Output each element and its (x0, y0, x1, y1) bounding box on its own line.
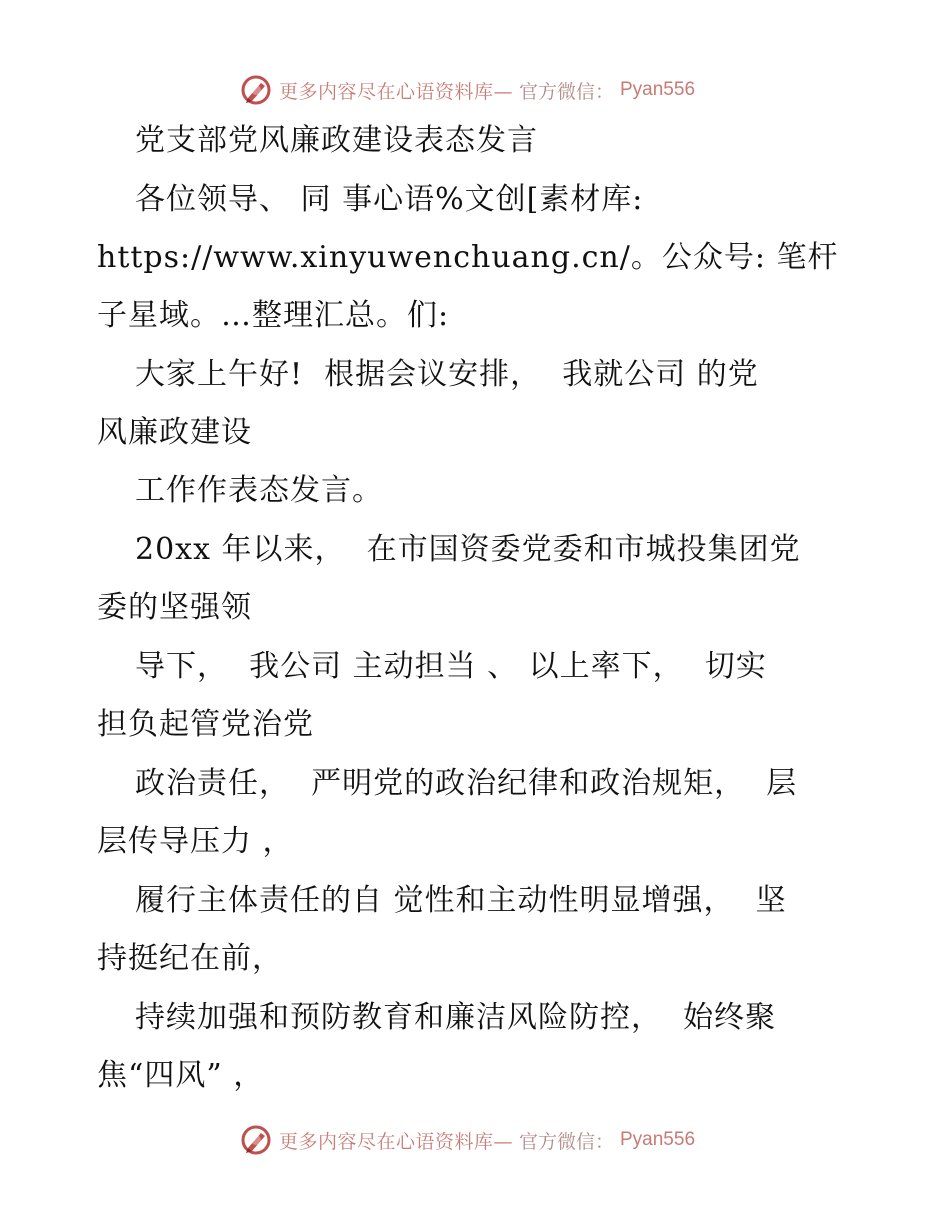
text-line: 担负起管党治党 (97, 707, 314, 742)
text-line: 大家上午好! 根据会议安排， 我就公司 的党 (135, 357, 759, 392)
text-line: 委的坚强领 (97, 590, 252, 625)
text-line: 政治责任， 严明党的政治纪律和政治规矩， 层 (135, 766, 798, 801)
document-title: 党支部党风廉政建设表态发言 (135, 123, 538, 158)
text-line: 导下， 我公司 主动担当 、 以上率下， 切实 (135, 649, 767, 684)
text-line: 子星域。…整理汇总。们: (97, 298, 450, 333)
text-line: 层传导压力 ， (97, 824, 294, 859)
text-line: 20xx 年以来， 在市国资委党委和市城投集团党 (135, 532, 801, 567)
text-line: 持续加强和预防教育和廉洁风险防控， 始终聚 (135, 1000, 777, 1035)
watermark-text: 更多内容尽在心语资料库— (278, 1130, 513, 1153)
text-line: 工作作表态发言。 (135, 473, 383, 508)
pen-logo-icon (239, 73, 273, 107)
text-line: 焦“四风” ， (97, 1058, 265, 1093)
pen-logo-icon (239, 1123, 273, 1157)
watermark-wechat-id: Pyan556 (620, 79, 696, 100)
text-line: 各位领导、 同 事心语%文创[素材库: (135, 182, 644, 217)
watermark-wechat-label: 官方微信： (518, 1130, 614, 1153)
watermark-wechat-id: Pyan556 (620, 1129, 696, 1150)
watermark-wechat-label: 官方微信： (518, 80, 614, 103)
watermark-banner-bottom (0, 1120, 950, 1160)
text-line: https://www.xinyuwenchuang.cn/。公众号: 笔杆 (97, 240, 839, 275)
text-line: 风廉政建设 (97, 415, 252, 450)
text-line: 履行主体责任的自 觉性和主动性明显增强， 坚 (135, 883, 787, 918)
watermark-text: 更多内容尽在心语资料库— (278, 80, 513, 103)
watermark-banner-top (0, 70, 950, 110)
text-line: 持挺纪在前， (97, 941, 283, 976)
